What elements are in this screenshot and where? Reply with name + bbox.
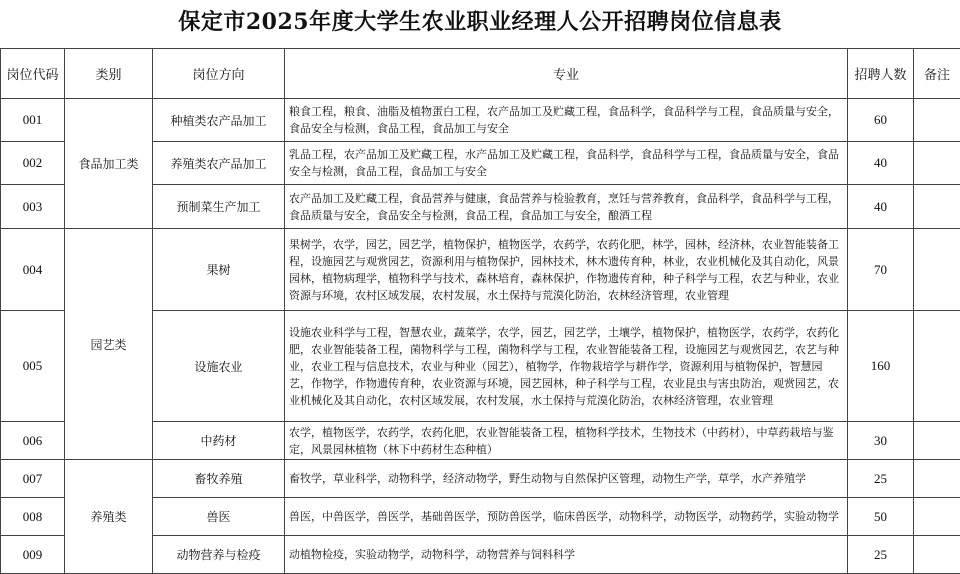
table-header-row <box>1 49 960 99</box>
cell-major: 动植物检疫，实验动物学，动物科学，动物营养与饲料科学 <box>285 536 848 574</box>
cell-major: 设施农业科学与工程，智慧农业，蔬菜学，农学，园艺，园艺学，土壤学，植物保护，植物医学，农药学，农药化肥，农业智能装备工程，菌物科学与工程，菌物科学与工程，农业智能装备工程，设施园艺与观赏园艺，农艺与种业，农业工程与信息技术，农业与种业（园艺），植物学，作物栽培学与耕作学，资源利用与植物保护，智慧园艺，作物学，作物遗传育种，农业资源与环境，园艺园林，种子科学与工程，农业昆虫与害虫防治，观赏园艺，农业机械化及其自动化，农村区域发展，农村发展，水土保持与荒漠化防治，农林经济管理，农业管理 <box>285 311 848 422</box>
cell-code: 008 <box>1 498 65 536</box>
cell-major: 乳品工程，农产品加工及贮藏工程，水产品加工及贮藏工程，食品科学，食品科学与工程，食品质量与安全，食品安全与检测，食品工程，食品加工与安全 <box>285 142 848 185</box>
category-breeding: 养殖类 <box>65 460 153 574</box>
cell-note <box>914 311 960 422</box>
cell-note <box>914 422 960 460</box>
cell-direction: 设施农业 <box>153 311 285 422</box>
cell-note <box>914 99 960 142</box>
category-horticulture: 园艺类 <box>65 229 153 460</box>
cell-direction: 养殖类农产品加工 <box>153 142 285 185</box>
cell-code: 003 <box>1 185 65 229</box>
cell-note <box>914 142 960 185</box>
cell-direction: 种植类农产品加工 <box>153 99 285 142</box>
category-food: 食品加工类 <box>65 99 153 229</box>
cell-count: 25 <box>848 536 914 574</box>
cell-direction: 动物营养与检疫 <box>153 536 285 574</box>
cell-code: 009 <box>1 536 65 574</box>
cell-count: 40 <box>848 185 914 229</box>
cell-count: 25 <box>848 460 914 498</box>
cell-major: 农产品加工及贮藏工程，食品营养与健康，食品营养与检验教育，烹饪与营养教育，食品科学，食品科学与工程，食品质量与安全，食品安全与检测，食品工程，食品加工与安全，酿酒工程 <box>285 185 848 229</box>
cell-major: 畜牧学，草业科学，动物科学，经济动物学，野生动物与自然保护区管理，动物生产学，草学，水产养殖学 <box>285 460 848 498</box>
cell-note <box>914 229 960 311</box>
header-major: 专业 <box>285 49 848 99</box>
cell-code: 004 <box>1 229 65 311</box>
cell-code: 007 <box>1 460 65 498</box>
header-note: 备注 <box>914 49 960 99</box>
job-info-table <box>0 48 960 574</box>
cell-note <box>914 536 960 574</box>
header-code: 岗位代码 <box>1 49 65 99</box>
table-row <box>1 99 960 142</box>
header-count: 招聘人数 <box>848 49 914 99</box>
cell-major: 农学，植物医学，农药学，农药化肥，农业智能装备工程，植物科学技术，生物技术（中药材），中草药栽培与鉴定，风景园林植物（林下中药材生态种植） <box>285 422 848 460</box>
cell-count: 40 <box>848 142 914 185</box>
table-row <box>1 460 960 498</box>
cell-code: 006 <box>1 422 65 460</box>
cell-direction: 果树 <box>153 229 285 311</box>
cell-count: 30 <box>848 422 914 460</box>
cell-major: 粮食工程，粮食、油脂及植物蛋白工程，农产品加工及贮藏工程，食品科学，食品科学与工程，食品质量与安全，食品安全与检测，食品工程，食品加工与安全 <box>285 99 848 142</box>
cell-code: 005 <box>1 311 65 422</box>
cell-note <box>914 498 960 536</box>
header-direction: 岗位方向 <box>153 49 285 99</box>
cell-direction: 预制菜生产加工 <box>153 185 285 229</box>
cell-code: 002 <box>1 142 65 185</box>
cell-count: 160 <box>848 311 914 422</box>
cell-direction: 畜牧养殖 <box>153 460 285 498</box>
cell-note <box>914 185 960 229</box>
cell-count: 70 <box>848 229 914 311</box>
cell-count: 50 <box>848 498 914 536</box>
header-category: 类别 <box>65 49 153 99</box>
table-row <box>1 229 960 311</box>
cell-major: 兽医，中兽医学，兽医学，基础兽医学，预防兽医学，临床兽医学，动物科学，动物医学，动物药学，实验动物学 <box>285 498 848 536</box>
cell-note <box>914 460 960 498</box>
cell-direction: 中药材 <box>153 422 285 460</box>
cell-direction: 兽医 <box>153 498 285 536</box>
page-title: 保定市2025年度大学生农业职业经理人公开招聘岗位信息表 <box>0 0 960 44</box>
cell-code: 001 <box>1 99 65 142</box>
cell-major: 果树学，农学，园艺，园艺学，植物保护，植物医学，农药学，农药化肥，林学，园林，经济林，农业智能装备工程，设施园艺与观赏园艺，资源利用与植物保护，园林技术，林木遗传育种，林业，农业机械化及其自动化，风景园林，植物病理学，植物科学与技术，森林培育，森林保护，作物遗传育种，种子科学与工程，农艺与种业，农业资源与环境，农村区域发展，农村发展，水土保持与荒漠化防治，农林经济管理，农业管理 <box>285 229 848 311</box>
cell-count: 60 <box>848 99 914 142</box>
